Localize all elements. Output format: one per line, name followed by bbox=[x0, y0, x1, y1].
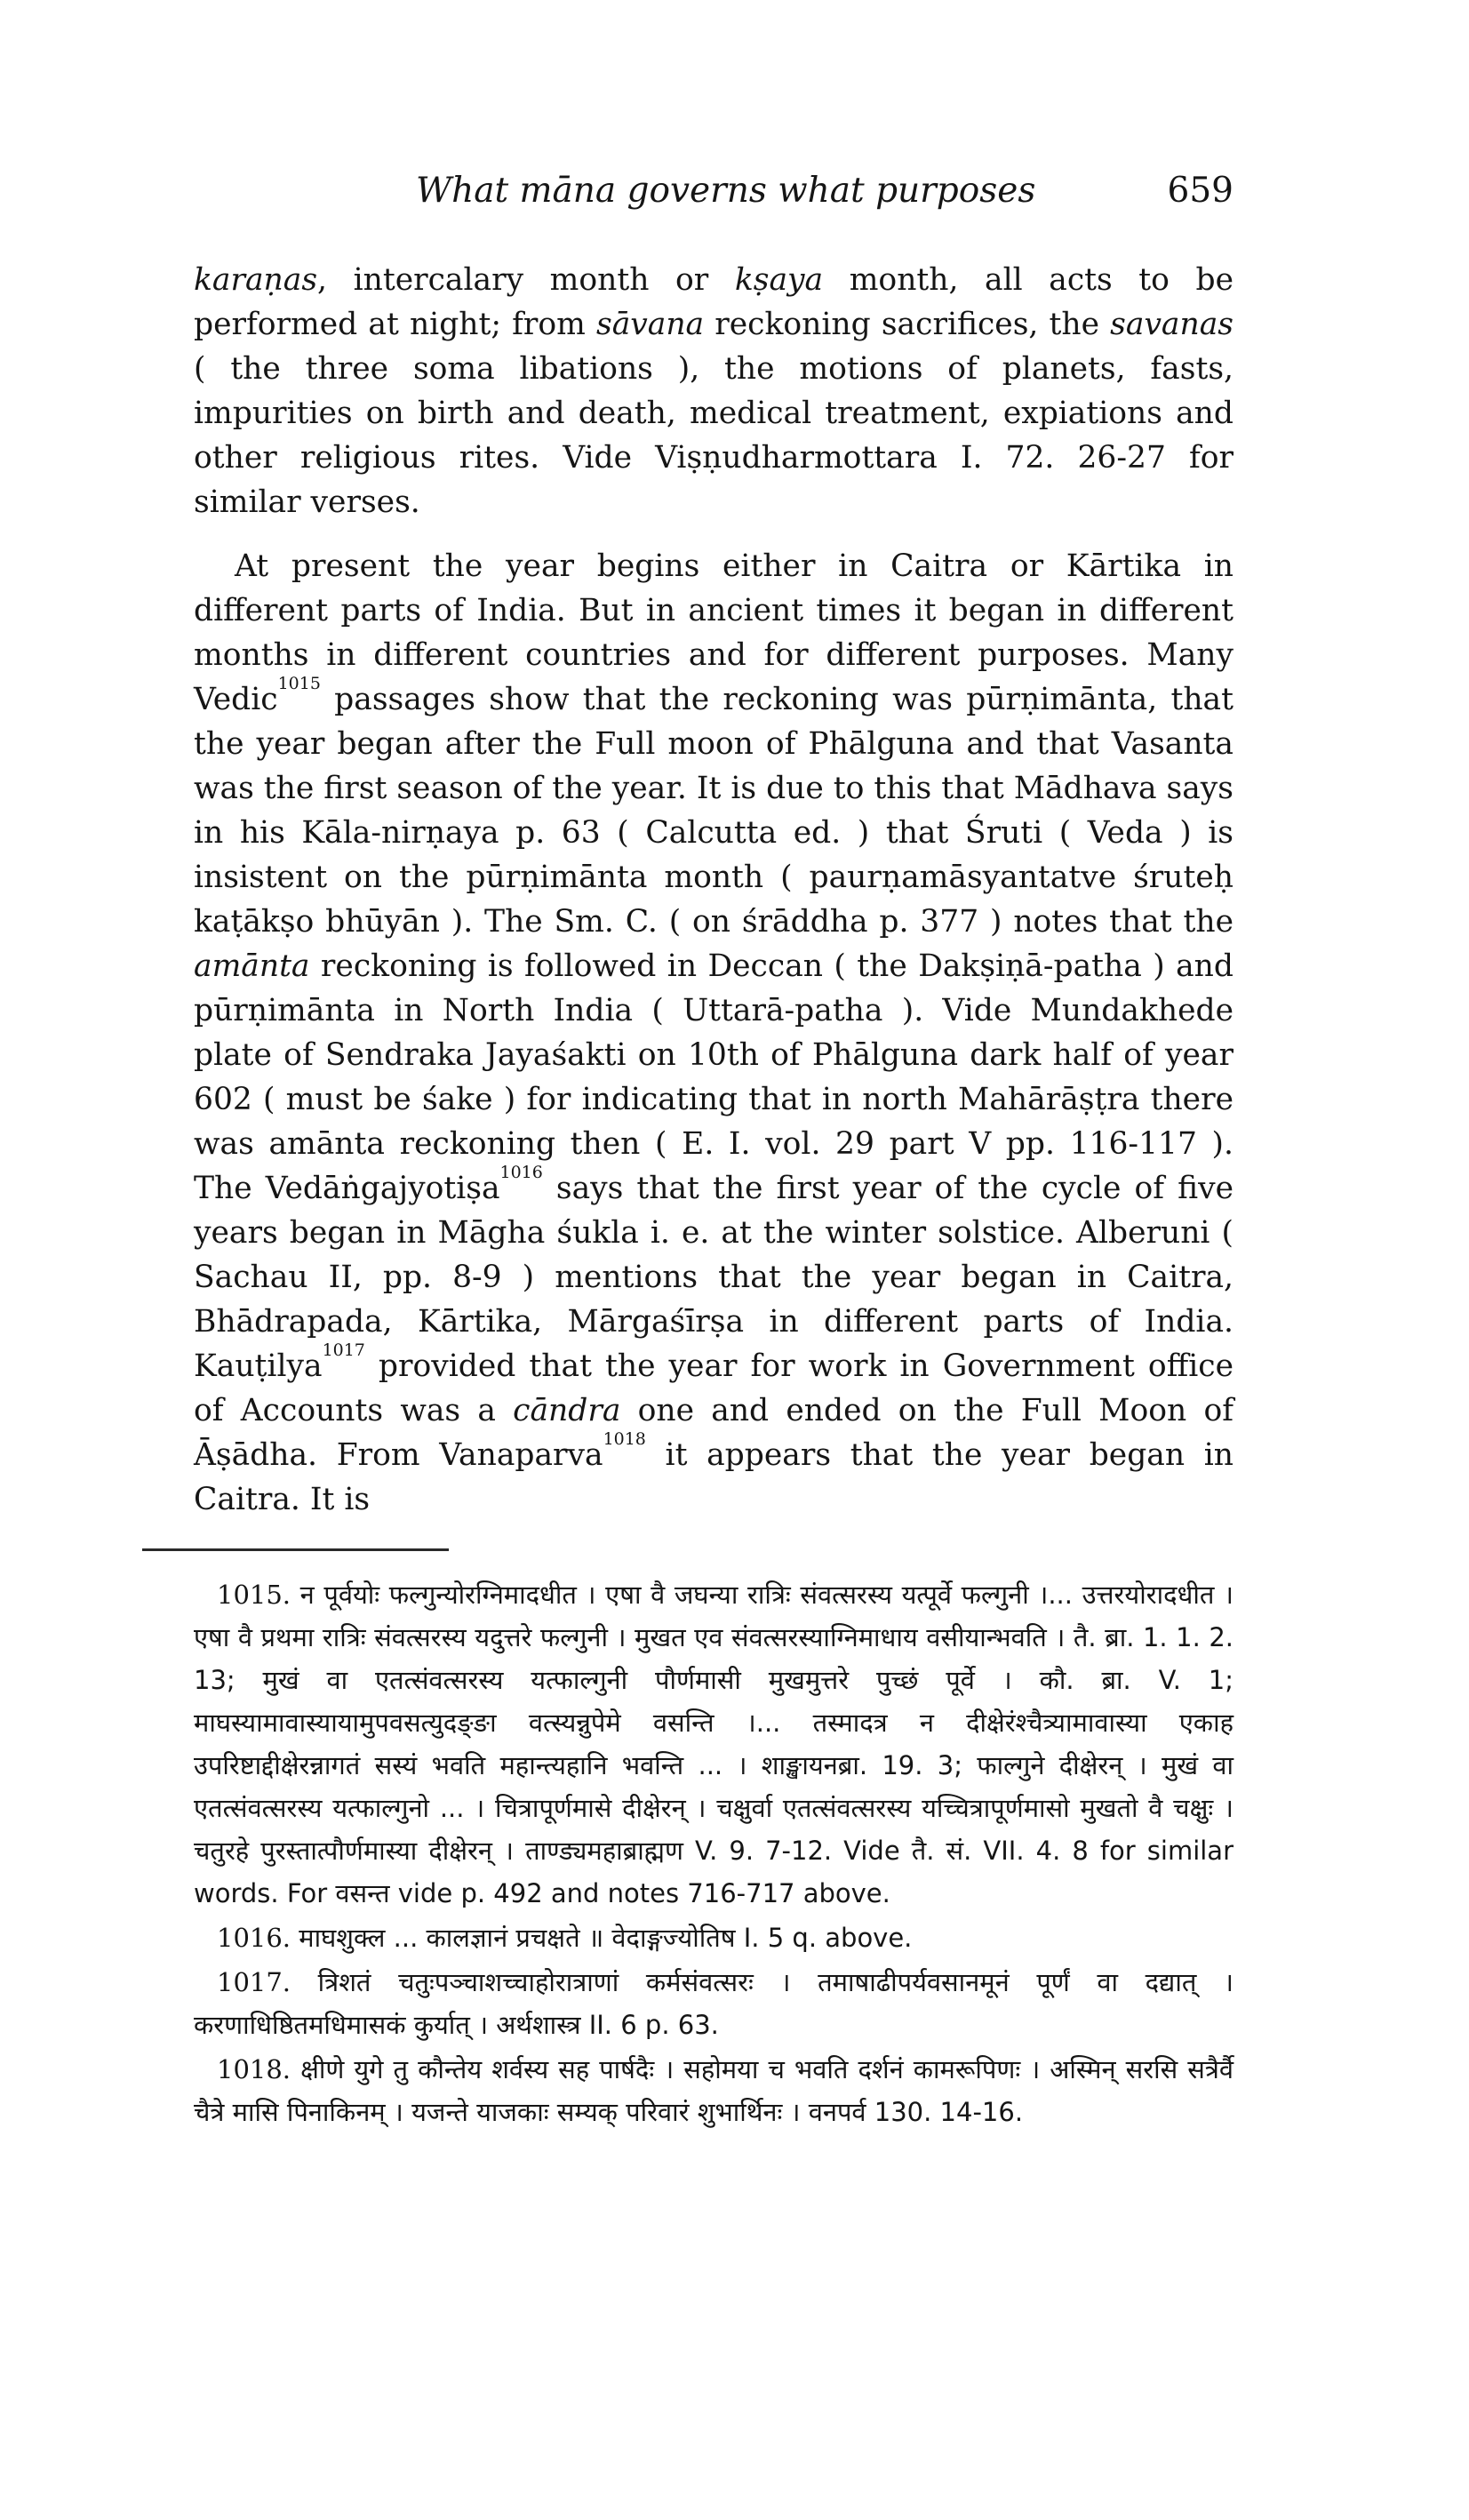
footnotes bbox=[194, 1573, 1233, 2133]
footnote-1018 bbox=[194, 2048, 1233, 2133]
footnote-text: त्रिशतं चतुःपञ्चाशच्चाहोरात्राणां कर्मसंवत्सरः । तमाषाढीपर्यवसानमूनं पूर्णं वा दद्यात् । करणाधिष्ठितमधिमासकं कुर्यात् । अर्थशास्त्र II. 6 p. 63. bbox=[194, 1967, 1233, 2040]
paragraph-2-part-2: passages show that the reckoning was pūrṇimānta, that the year began after the Full moon of Phālguna and that Vasanta was the first season of the year. It is due to this that Mādhava says in his Kāla-nirṇaya p. 63 ( Calcutta ed. ) that Śruti ( Veda ) is insistent on the pūrṇimānta month ( paurṇamāsyantatve śruteḥ kaṭākṣo bhūyān ). The Sm. C. ( on śrāddha p. 377 ) notes that the bbox=[194, 682, 1233, 940]
footnote-ref-1015: 1015 bbox=[277, 673, 321, 693]
term-candra: cāndra bbox=[513, 1393, 621, 1428]
running-title: What māna governs what purposes bbox=[416, 171, 1036, 211]
footnote-text: क्षीणे युगे तु कौन्तेय शर्वस्य सह पार्षदैः । सहोमया च भवति दर्शनं कामरूपिणः । अस्मिन् सरसि सत्रैर्वै चैत्रे मासि पिनाकिनम् । यजन्ते याजकाः सम्यक् परिवारं शुभार्थिनः । वनपर्व 130. 14-16. bbox=[194, 2054, 1233, 2127]
footnote-1017 bbox=[194, 1961, 1233, 2046]
footnote-number: 1015. bbox=[217, 1580, 291, 1610]
footnote-number: 1016. bbox=[217, 1923, 291, 1953]
paragraph-2-part-6: one and ended on the Full Moon of Āṣādha. From Vanaparva bbox=[194, 1393, 1234, 1473]
footnote-number: 1017. bbox=[217, 1967, 291, 1997]
paragraph-2-part-5: provided that the year for work in Government office of Accounts was a bbox=[194, 1348, 1233, 1428]
paragraph-2-part-7: it appears that the year began in Caitra. It is bbox=[194, 1437, 1233, 1517]
paragraph-2-part-3: reckoning is followed in Deccan ( the Dakṣiṇā-patha ) and pūrṇimānta in North India ( Uttarā-patha ). Vide Mundakhede plate of Sendraka Jayaśakti on 10th of Phālguna dark half of year 602 ( must be śake ) for indicating that in north Mahārāṣṭra there was amānta reckoning then ( E. I. vol. 29 part V pp. 116-117 ). The Vedāṅgajyotiṣa bbox=[194, 948, 1233, 1206]
footnote-1015 bbox=[194, 1573, 1233, 1915]
paragraph-2-part-4: says that the first year of the cycle of five years began in Māgha śukla i. e. at the winter solstice. Alberuni ( Sachau II, pp. 8-9 ) mentions that the year began in Caitra, Bhādrapada, Kārtika, Mārgaśīrṣa in different parts of India. Kauṭilya bbox=[194, 1171, 1233, 1384]
footnote-number: 1018. bbox=[217, 2054, 291, 2084]
footnote-text: माघशुक्ल ... कालज्ञानं प्रचक्षते ॥ वेदाङ्गज्योतिष I. 5 q. above. bbox=[299, 1923, 913, 1953]
footnote-1016 bbox=[194, 1916, 1233, 1959]
paragraph-1: karaṇas, intercalary month or kṣaya month, all acts to be performed at night; from sāvana reckoning sacrifices, the savanas ( the three soma libations ), the motions of planets, fasts, impurities on birth and death, medical treatment, expiations and other religious rites. Vide Viṣṇudharmottara I. 72. 26-27 for similar verses. bbox=[194, 262, 1234, 520]
footnote-text: न पूर्वयोः फल्गुन्योरग्निमादधीत । एषा वै जघन्या रात्रिः संवत्सरस्य यत्पूर्वे फल्गुनी ।... उत्तरयोरादधीत । एषा वै प्रथमा रात्रिः संवत्सरस्य यदुत्तरे फल्गुनी । मुखत एव संवत्सरस्याग्निमाधाय वसीयान्भवति । तै. ब्रा. 1. 1. 2. 13; मुखं वा एतत्संवत्सरस्य यत्फाल्गुनी पौर्णमासी मुखमुत्तरे पुच्छं पूर्वे । कौ. ब्रा. V. 1; माघस्यामावास्यायामुपवसत्युदङ्ङा वत्स्यन्नुपेमे वसन्ति ।... तस्मादत्र न दीक्षेरंश्चैत्र्यामावास्या एकाह उपरिष्टाद्दीक्षेरन्नागतं सस्यं भवति महान्त्यहानि भवन्ति ... । शाङ्खायनब्रा. 19. 3; फाल्गुने दीक्षेरन् । मुखं वा एतत्संवत्सरस्य यत्फाल्गुनो ... । चित्रापूर्णमासे दीक्षेरन् । चक्षुर्वा एतत्संवत्सरस्य यच्चित्रापूर्णमासो मुखतो वै चक्षुः । चतुरहे पुरस्तात्पौर्णमास्या दीक्षेरन् । ताण्ड्यमहाब्राह्मण V. 9. 7-12. Vide तै. सं. VII. 4. 8 for similar words. For वसन्त vide p. 492 and notes 716-717 above. bbox=[194, 1580, 1233, 1908]
footnote-ref-1017: 1017 bbox=[322, 1340, 365, 1360]
footnote-divider bbox=[142, 1548, 449, 1551]
footnote-ref-1018: 1018 bbox=[603, 1428, 646, 1449]
running-header bbox=[416, 171, 1233, 224]
footnote-ref-1016: 1016 bbox=[499, 1162, 543, 1182]
paragraph-2-part-1: At present the year begins either in Caitra or Kārtika in different parts of India. But in ancient times it began in different months in different countries and for different purposes. Many Vedic bbox=[194, 548, 1233, 717]
term-amanta: amānta bbox=[194, 948, 310, 984]
paragraph-2 bbox=[194, 544, 1233, 1522]
page-number: 659 bbox=[1167, 171, 1233, 211]
main-text bbox=[194, 258, 1233, 1522]
